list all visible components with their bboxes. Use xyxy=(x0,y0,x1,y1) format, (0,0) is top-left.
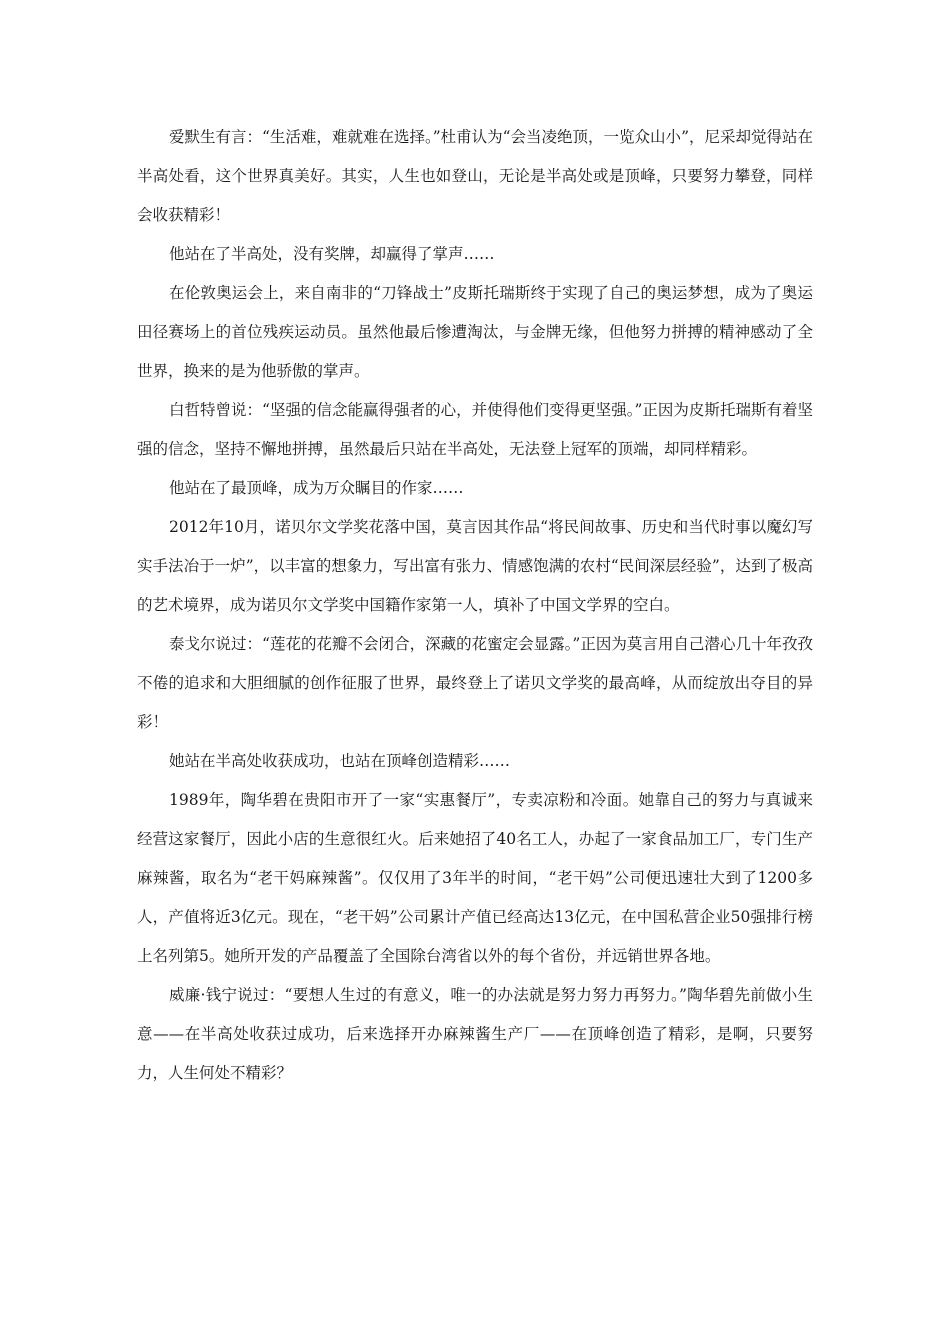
paragraph-moyan-story: 2012年10月，诺贝尔文学奖花落中国，莫言因其作品“将民间故事、历史和当代时事以魔幻写实手法冶于一炉”，以丰富的想象力，写出富有张力、情感饱满的农村“民间深层经验”，达到了极高的艺术境界，成为诺贝尔文学奖中国籍作家第一人，填补了中国文学界的空白。 xyxy=(137,518,813,614)
essay-body xyxy=(137,118,813,1093)
paragraph-pistorius-story: 在伦敦奥运会上，来自南非的“刀锋战士”皮斯托瑞斯终于实现了自己的奥运梦想，成为了奥运田径赛场上的首位残疾运动员。虽然他最后惨遭淘汰，与金牌无缘，但他努力拼搏的精神感动了全世界，换来的是为他骄傲的掌声。 xyxy=(137,284,813,380)
paragraph-both-heading: 她站在半高处收获成功，也站在顶峰创造精彩…… xyxy=(169,752,511,770)
paragraph-channing-quote: 威廉·钱宁说过：“要想人生过的有意义，唯一的办法就是努力努力再努力。”陶华碧先前做小生意——在半高处收获过成功，后来选择开办麻辣酱生产厂——在顶峰创造了精彩，是啊，只要努力，人生何处不精彩？ xyxy=(137,986,813,1082)
paragraph-taohuabi-story: 1989年，陶华碧在贵阳市开了一家“实惠餐厅”，专卖凉粉和冷面。她靠自己的努力与真诚来经营这家餐厅，因此小店的生意很红火。后来她招了40名工人，办起了一家食品加工厂，专门生产麻辣酱，取名为“老干妈麻辣酱”。仅仅用了3年半的时间，“老干妈”公司便迅速壮大到了1200多人，产值将近3亿元。现在，“老干妈”公司累计产值已经高达13亿元，在中国私营企业50强排行榜上名列第5。她所开发的产品覆盖了全国除台湾省以外的每个省份，并远销世界各地。 xyxy=(137,791,813,965)
paragraph-emerson-quote: 爱默生有言：“生活难，难就难在选择。”杜甫认为“会当凌绝顶，一览众山小”，尼采却觉得站在半高处看，这个世界真美好。其实，人生也如登山，无论是半高处或是顶峰，只要努力攀登，同样会收获精彩！ xyxy=(137,128,813,224)
paragraph-tagore-quote: 泰戈尔说过：“莲花的花瓣不会闭合，深藏的花蜜定会显露。”正因为莫言用自己潜心几十年孜孜不倦的追求和大胆细腻的创作征服了世界，最终登上了诺贝文学奖的最高峰，从而绽放出夺目的异彩！ xyxy=(137,635,813,731)
paragraph-summit-heading: 他站在了最顶峰，成为万众瞩目的作家…… xyxy=(169,479,464,497)
paragraph-half-height-heading: 他站在了半高处，没有奖牌，却赢得了掌声…… xyxy=(169,245,495,263)
paragraph-bagehot-quote: 白哲特曾说：“坚强的信念能赢得强者的心，并使得他们变得更坚强。”正因为皮斯托瑞斯有着坚强的信念，坚持不懈地拼搏，虽然最后只站在半高处，无法登上冠军的顶端，却同样精彩。 xyxy=(137,401,813,458)
